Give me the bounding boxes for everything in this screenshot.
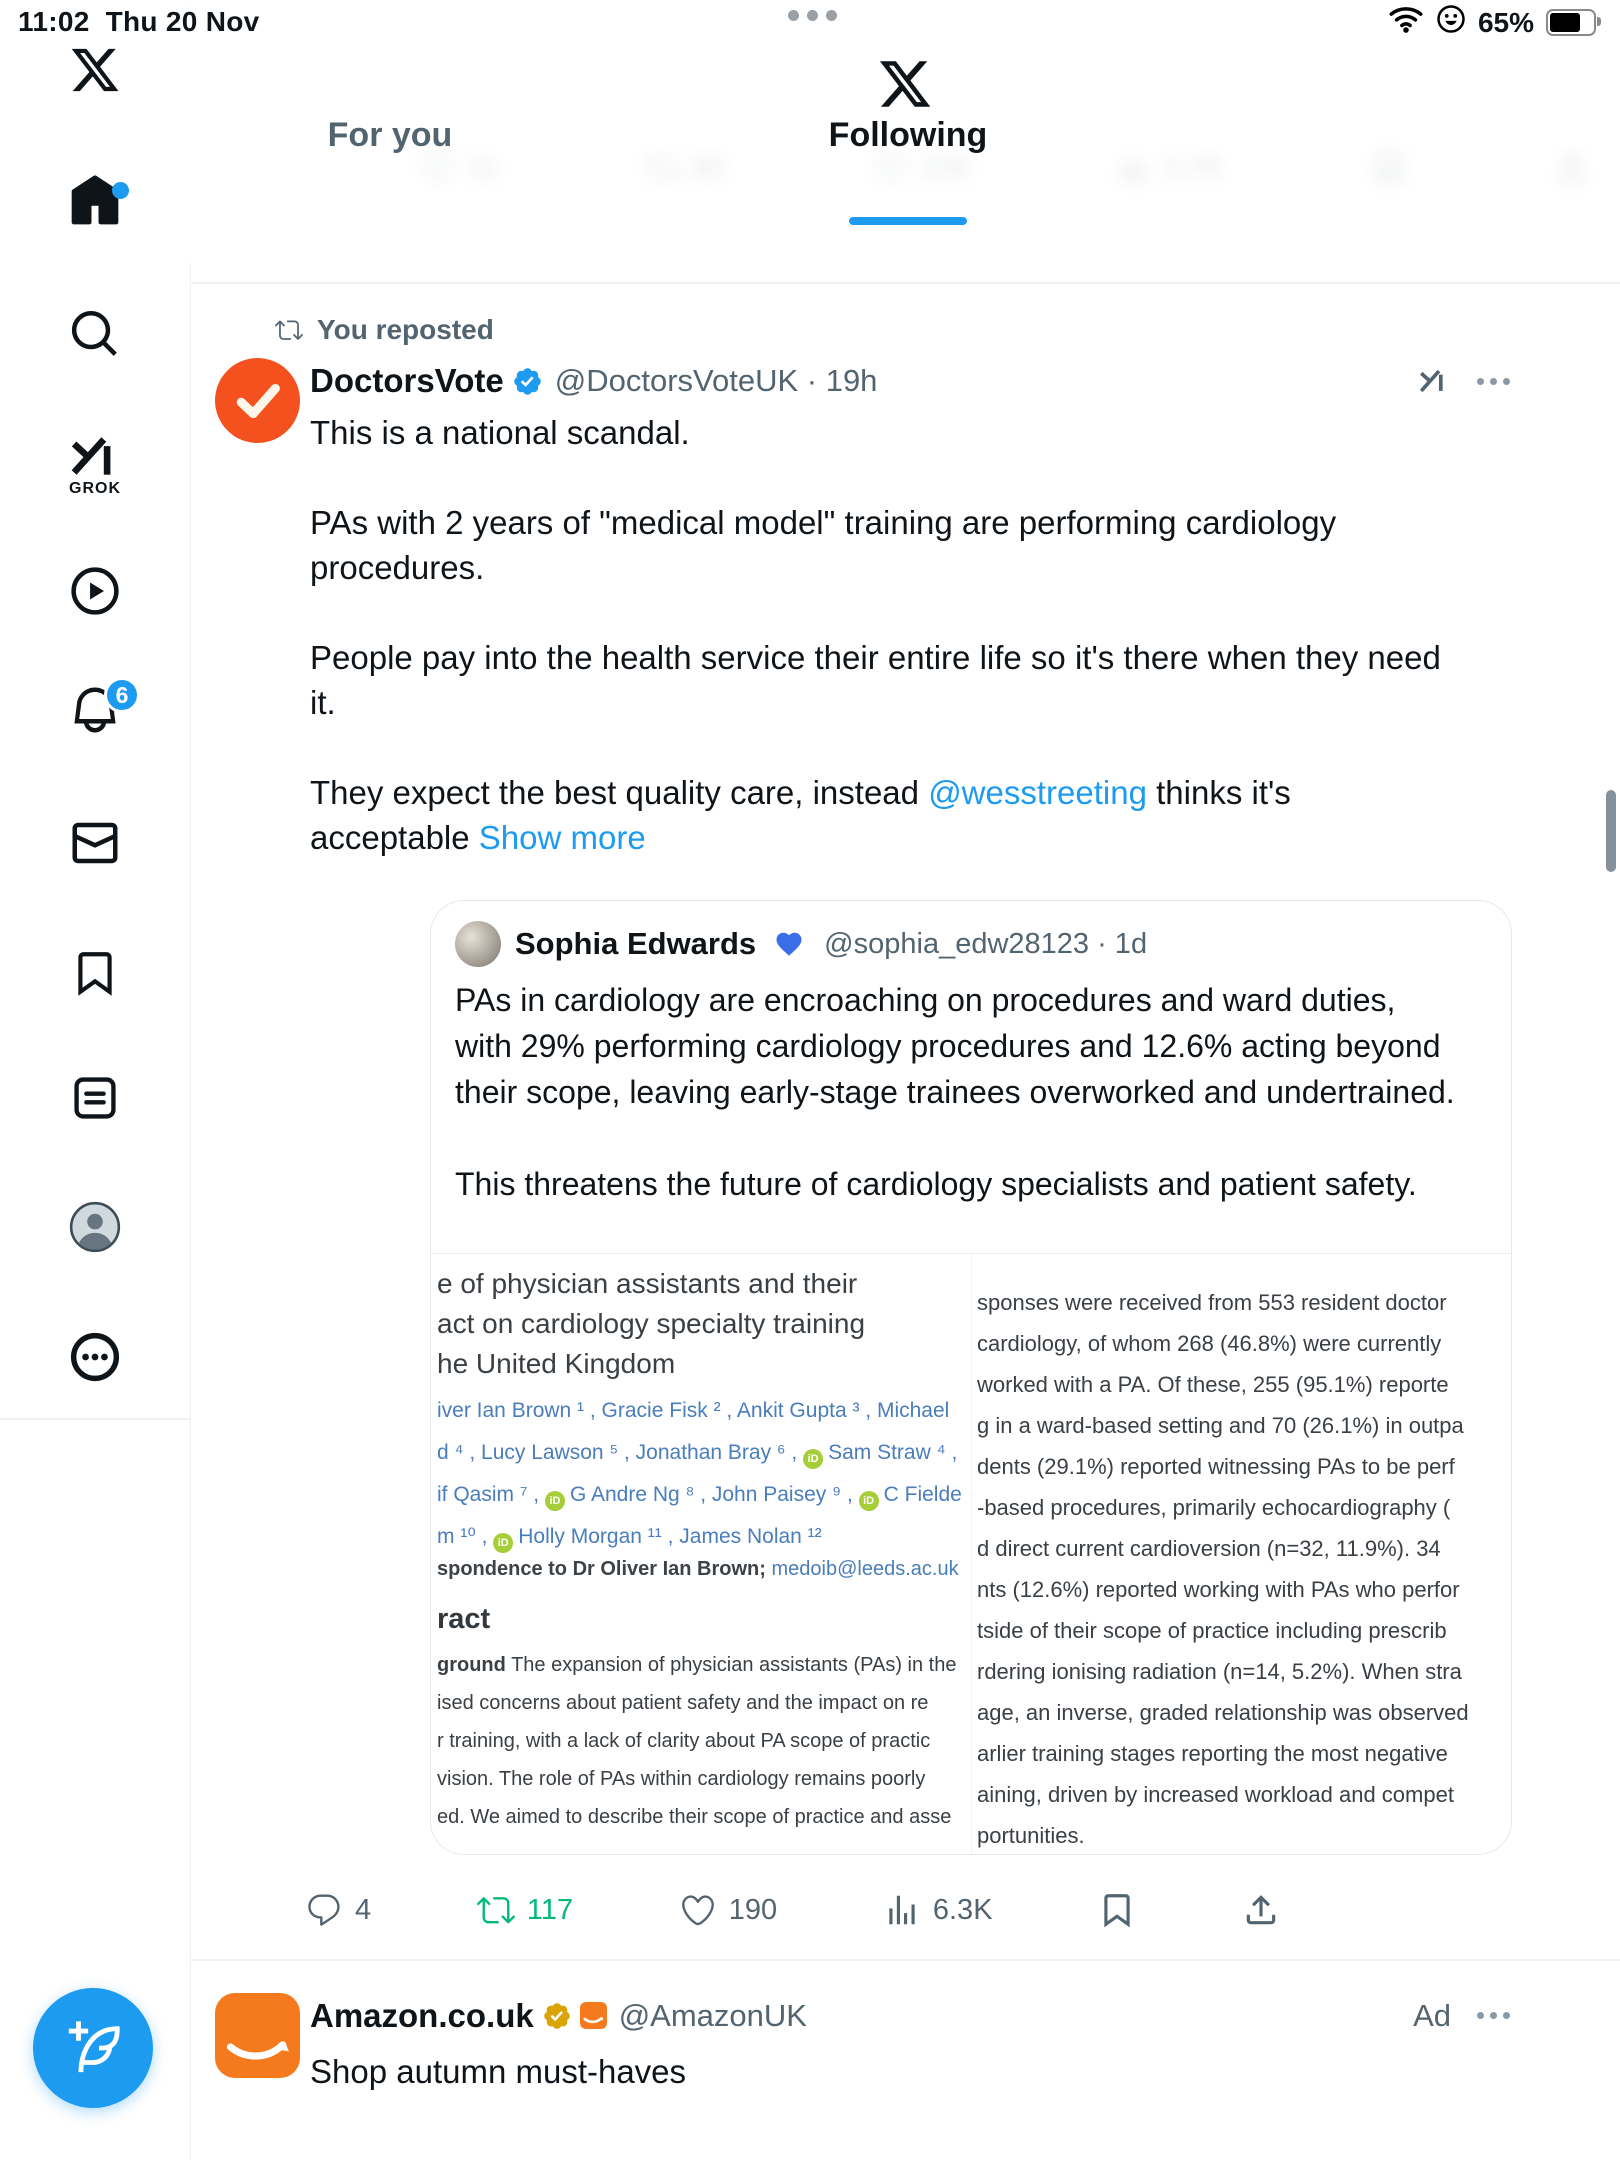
sidebar-item-messages[interactable] (0, 796, 190, 890)
reply-button[interactable] (305, 1891, 371, 1929)
grok-icon (68, 434, 122, 478)
amazon-square-badge-icon (580, 2002, 607, 2029)
paper-title-line: e of physician assistants and their (437, 1268, 858, 1299)
quoted-author-meta: @sophia_edw28123 · 1d (824, 927, 1148, 960)
x-logo-icon (69, 44, 121, 96)
orcid-icon: iD (493, 1533, 513, 1553)
orcid-icon: iD (545, 1491, 565, 1511)
paper-text-line: g in a ward-based setting and 70 (26.1%) in outpa (977, 1413, 1464, 1438)
quoted-image-paper[interactable] (431, 1253, 1511, 1854)
paper-abstract (437, 1646, 967, 1836)
repost-context[interactable] (275, 314, 1620, 346)
paper-correspondence: spondence to Dr Oliver Ian Brown; medoib@leeds.ac.uk (437, 1558, 959, 1580)
ad-label: Ad (1413, 1997, 1451, 2033)
envelope-icon (68, 816, 122, 870)
reply-count: 4 (355, 1893, 372, 1926)
paper-text-line: age, an inverse, graded relationship was observed (977, 1700, 1469, 1725)
home-notification-dot (112, 182, 129, 199)
tweet-paragraph: PAs with 2 years of "medical model" training are performing cardiology procedures. (310, 504, 1337, 586)
views-button[interactable] (883, 1891, 993, 1929)
sidebar-separator (0, 1418, 190, 1420)
paper-abstract-line: ised concerns about patient safety and the impact on re (437, 1692, 929, 1714)
quoted-paragraph: This threatens the future of cardiology specialists and patient safety. (455, 1166, 1417, 1202)
sophia-avatar[interactable] (455, 921, 501, 967)
bookmark-button[interactable] (1098, 1891, 1136, 1929)
active-tab-indicator (849, 217, 967, 225)
status-time-date (18, 6, 260, 38)
paper-text-line: arlier training stages reporting the most negative (977, 1741, 1448, 1766)
paper-author-line: m ¹⁰ , iD Holly Morgan ¹¹ , James Nolan ¹² (437, 1516, 967, 1558)
timeline (190, 0, 1620, 2160)
check-logo-icon (228, 371, 288, 431)
amazon-smile-icon (225, 2038, 291, 2078)
paper-left-column (437, 1264, 967, 1836)
ad-author-name[interactable]: Amazon.co.uk (310, 1996, 534, 2034)
sidebar-item-bookmarks[interactable] (0, 926, 190, 1020)
paper-authors (437, 1390, 967, 1558)
tweet-author-meta[interactable]: @DoctorsVoteUK · 19h (554, 363, 878, 398)
tweet-more-icon[interactable] (1477, 378, 1510, 385)
tweet-actions (305, 1891, 1280, 1929)
paper-abstract-line: r training, with a lack of clarity about PA scope of practic (437, 1730, 931, 1752)
header-x-logo (877, 56, 933, 117)
paper-column-seam (971, 1254, 972, 1854)
battery-icon (1546, 9, 1596, 36)
tab-following[interactable]: Following (828, 116, 988, 154)
paper-text-line: nts (12.6%) reported working with PAs who perfor (977, 1577, 1460, 1602)
grok-label: GROK (69, 480, 121, 497)
reply-icon (305, 1891, 343, 1929)
show-more-link[interactable]: Show more (478, 819, 646, 856)
ad-text[interactable]: Shop autumn must-haves (310, 2052, 687, 2090)
like-button[interactable] (679, 1891, 777, 1929)
repost-icon (477, 1891, 515, 1929)
blue-heart-emoji (774, 929, 804, 959)
quoted-paragraph: PAs in cardiology are encroaching on procedures and ward duties, with 29% performing cardiology procedures and 12.6% acting beyond their scope, leaving early-stage trainees overworked and undertrained. (455, 982, 1455, 1110)
paper-author-line: iver Ian Brown ¹ , Gracie Fisk ² , Ankit Gupta ³ , Michael (437, 1399, 950, 1422)
amazon-avatar[interactable] (215, 1993, 300, 2078)
paper-abstract-line: ed. We aimed to describe their scope of practice and asse (437, 1806, 952, 1828)
quoted-tweet-card[interactable] (430, 900, 1512, 1855)
paper-abstract-heading: ract (437, 1603, 491, 1635)
sidebar-item-notifications[interactable] (0, 663, 190, 757)
tab-for-you[interactable]: For you (327, 116, 453, 154)
more-circle-icon (68, 1330, 122, 1384)
paper-right-column (977, 1282, 1511, 1854)
search-icon (68, 307, 122, 361)
tweet-paragraph (310, 770, 1450, 860)
mention-link[interactable]: @wesstreeting (928, 774, 1147, 811)
paper-author-line: d ⁴ , Lucy Lawson ⁵ , Jonathan Bray ⁶ , iD Sam Straw ⁴ , (437, 1432, 967, 1474)
paper-title-line: act on cardiology specialty training (437, 1308, 866, 1339)
play-circle-icon (68, 564, 122, 618)
sidebar-item-grok[interactable] (0, 419, 190, 513)
compose-button[interactable] (33, 1988, 153, 2108)
tweet-text-segment: thinks it's acceptable (310, 774, 1291, 856)
tweet-paragraph: This is a national scandal. (310, 414, 690, 451)
tweet-text (310, 410, 1470, 1855)
paper-text-line: tside of their scope of practice including prescrib (977, 1618, 1447, 1643)
sidebar-item-lists[interactable] (0, 1051, 190, 1145)
bookmark-icon (70, 948, 120, 998)
quoted-author-name: Sophia Edwards (515, 926, 757, 961)
paper-author-line: if Qasim ⁷ , iD G Andre Ng ⁸ , John Paisey ⁹ , iD C Fielde (437, 1474, 967, 1516)
share-button[interactable] (1242, 1891, 1280, 1929)
lists-icon (69, 1072, 121, 1124)
paper-abstract-line: vision. The role of PAs within cardiology remains poorly (437, 1768, 926, 1790)
sidebar-item-home[interactable] (0, 154, 190, 248)
paper-text-line: aining, driven by increased workload and compet (977, 1782, 1454, 1807)
paper-text-line: dents (29.1%) reported witnessing PAs to be perf (977, 1454, 1455, 1479)
analytics-icon (883, 1891, 921, 1929)
correspondence-email: medoib@leeds.ac.uk (771, 1558, 959, 1580)
tweet-text-segment: They expect the best quality care, instead (310, 774, 929, 811)
profile-avatar-icon (69, 1201, 121, 1253)
battery-percent: 65% (1477, 6, 1534, 38)
clock: 11:02 (18, 6, 90, 37)
sidebar-item-more[interactable] (0, 1310, 190, 1404)
views-count: 6.3K (932, 1893, 993, 1926)
sidebar (0, 0, 191, 2160)
paper-text-line: -based procedures, primarily echocardiography ( (977, 1495, 1451, 1520)
ad-author-handle[interactable]: @AmazonUK (618, 1997, 807, 2033)
repost-count: 117 (526, 1893, 574, 1926)
ad-more-icon[interactable] (1477, 2012, 1510, 2019)
tweet-doctorsvote[interactable] (190, 284, 1620, 2094)
date: Thu 20 Nov (105, 6, 260, 37)
notifications-badge: 6 (104, 677, 140, 713)
orcid-icon: iD (803, 1449, 823, 1469)
repost-icon (275, 316, 303, 344)
repost-context-label: You reposted (317, 314, 494, 345)
paper-text-line: sponses were received from 553 resident doctor (977, 1290, 1447, 1315)
focus-emoji-icon (1436, 4, 1466, 41)
orcid-icon: iD (859, 1491, 879, 1511)
bookmark-icon (1098, 1891, 1136, 1929)
paper-text-line: rdering ionising radiation (n=14, 5.2%). When stra (977, 1659, 1462, 1684)
paper-text-line: d direct current cardioversion (n=32, 11.9%). 34 (977, 1536, 1441, 1561)
verified-badge-icon (512, 366, 543, 397)
compose-feather-icon (64, 2019, 122, 2077)
sidebar-item-search[interactable] (0, 287, 190, 381)
grok-actions-icon[interactable] (1417, 366, 1451, 396)
sidebar-item-video[interactable] (0, 544, 190, 638)
multitask-indicator-icon (788, 10, 837, 21)
promoted-tweet-amazon[interactable] (190, 1961, 1620, 2094)
wifi-icon (1388, 5, 1424, 40)
paper-text-line: portunities. (977, 1823, 1085, 1848)
paper-text-line: cardiology, of whom 268 (46.8%) were currently (977, 1331, 1442, 1356)
paper-abstract-line: ground The expansion of physician assistants (PAs) in the (437, 1654, 957, 1676)
paper-title-line: he United Kingdom (437, 1348, 676, 1379)
tweet-author-name[interactable]: DoctorsVote (310, 362, 504, 399)
paper-text-line: worked with a PA. Of these, 255 (95.1%) reporte (977, 1372, 1449, 1397)
heart-icon (679, 1891, 717, 1929)
sidebar-item-profile[interactable] (0, 1180, 190, 1274)
doctorsvote-avatar[interactable] (215, 358, 300, 443)
repost-button-active[interactable] (477, 1891, 573, 1929)
tweet-paragraph: People pay into the health service their entire life so it's there when they need it. (310, 639, 1441, 721)
share-icon (1242, 1891, 1280, 1929)
like-count: 190 (728, 1893, 778, 1926)
scrollbar-thumb[interactable] (1606, 790, 1616, 872)
gold-verified-badge-icon (542, 2001, 572, 2031)
home-icon (67, 173, 123, 229)
status-bar (0, 0, 1620, 42)
